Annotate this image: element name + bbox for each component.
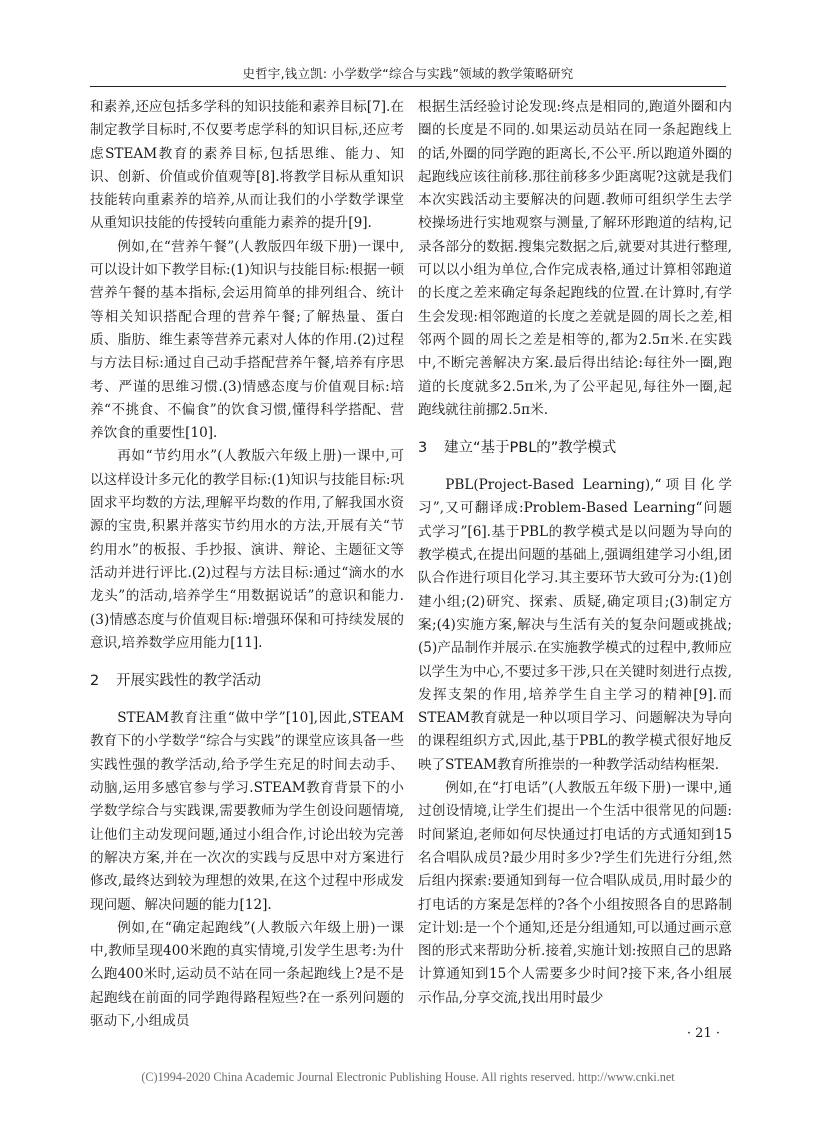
- section-number: 2: [90, 673, 100, 690]
- section-title: 建立“基于PBL的”教学模式: [444, 440, 617, 457]
- header-rule: [90, 86, 726, 87]
- body-paragraph: 再如“节约用水”(人教版六年级上册)一课中,可以这样设计多元化的教学目标:(1)知识与技能目标:巩固求平均数的方法,理解平均数的作用,了解我国水资源的宝贵,积累并落实节约用水的方法,开展有关“节约用水”的板报、手抄报、演讲、辩论、主题征文等活动并进行评比.(2)过程与方法目标:通过“滴水的水龙头”的活动,培养学生“用数据说话”的意识和能力.(3)情感态度与价值观目标:增强环保和可持续发展的意识,培养数学应用能力[11].: [90, 448, 404, 651]
- page-number: · 21 ·: [686, 1026, 720, 1041]
- body-paragraph: 和素养,还应包括多学科的知识技能和素养目标[7].在制定教学目标时,不仅要考虑学科的知识目标,还应考虑STEAM教育的素养目标,包括思维、能力、知识、创新、价值或价值观等[8].将教学目标从重知识技能转向重素养的培养,从而让我们的小学数学课堂从重知识技能的传授转向重能力素养的提升[9].: [90, 99, 404, 232]
- running-header: 史哲宇,钱立凯: 小学数学“综合与实践”领域的教学策略研究: [242, 66, 574, 81]
- section-heading: [90, 669, 404, 693]
- section-title: 开展实践性的教学活动: [116, 673, 261, 690]
- right-column: [418, 96, 732, 1010]
- body-paragraph: STEAM教育注重“做中学”[10],因此,STEAM教育下的小学数学“综合与实践”的课堂应该具备一些实践性强的教学活动,给予学生充足的时间去动手、动脑,运用多感官参与学习.STEAM教育背景下的小学数学综合与实践课,需要教师为学生创设问题情境,让他们主动发现问题,通过小组合作,讨论出较为完善的解决方案,并在一次次的实践与反思中对方案进行修改,最终达到较为理想的效果,在这个过程中形成发现问题、解决问题的能力[12].: [90, 710, 404, 913]
- section-number: 3: [418, 440, 428, 457]
- body-paragraph: 例如,在“打电话”(人教版五年级下册)一课中,通过创设情境,让学生们提出一个生活中很常见的问题:时间紧迫,老师如何尽快通过打电话的方式通知到15名合唱队成员?最少用时多少?学生们先进行分组,然后组内探索:要通知到每一位合唱队成员,用时最少的打电话的方案是怎样的?各个小组按照各自的思路制定计划:是一个个通知,还是分组通知,可以通过画示意图的形式来帮助分析.接着,实施计划:按照自己的思路计算通知到15个人需要多少时间?接下来,各小组展示作品,分享交流,找出用时最少: [418, 780, 732, 1006]
- copyright-notice: (C)1994-2020 China Academic Journal Electronic Publishing House. All rights reserved. http://www.cnki.net: [141, 1070, 675, 1084]
- body-paragraph: PBL(Project-Based Learning),“项目化学习”,又可翻译成:Problem-Based Learning“问题式学习”[6].基于PBL的教学模式是以问题为导向的教学模式,在提出问题的基础上,强调组建学习小组,团队合作进行项目化学习.其主要环节大致可分为:(1)创建小组;(2)研究、探索、质疑,确定项目;(3)制定方案;(4)实施方案,解决与生活有关的复杂问题或挑战;(5)产品制作并展示.在实施教学模式的过程中,教师应以学生为中心,不要过多干涉,只在关键时刻进行点拨,发挥支架的作用,培养学生自主学习的精神[9].而STEAM教育就是一种以项目学习、问题解决为导向的课程组织方式,因此,基于PBL的教学模式很好地反映了STEAM教育所推崇的一种教学活动结构框架.: [418, 477, 732, 773]
- body-paragraph: 根据生活经验讨论发现:终点是相同的,跑道外圈和内圈的长度是不同的.如果运动员站在同一条起跑线上的话,外圈的同学跑的距离长,不公平.所以跑道外圈的起跑线应该往前移.那往前移多少距离呢?这就是我们本次实践活动主要解决的问题.教师可组织学生去学校操场进行实地观察与测量,了解环形跑道的结构,记录各部分的数据.搜集完数据之后,就要对其进行整理,可以以小组为单位,合作完成表格,通过计算相邻跑道的长度之差来确定每条起跑线的位置.在计算时,有学生会发现:相邻跑道的长度之差就是圆的周长之差,相邻两个圆的周长之差是相等的,都为2.5π米.在实践中,不断完善解决方案.最后得出结论:每往外一圈,跑道的长度就多2.5π米,为了公平起见,每往外一圈,起跑线就往前挪2.5π米.: [418, 99, 732, 418]
- section-heading: [418, 436, 732, 460]
- body-paragraph: 例如,在“营养午餐”(人教版四年级下册)一课中,可以设计如下教学目标:(1)知识与技能目标:根据一顿营养午餐的基本指标,会运用简单的排列组合、统计等相关知识搭配合理的营养午餐;了解热量、蛋白质、脂肪、维生素等营养元素对人体的作用.(2)过程与方法目标:通过自己动手搭配营养午餐,培养有序思考、严谨的思维习惯.(3)情感态度与价值观目标:培养“不挑食、不偏食”的饮食习惯,懂得科学搭配、营养饮食的重要性[10].: [90, 238, 404, 442]
- body-paragraph: 例如,在“确定起跑线”(人教版六年级上册)一课中,教师呈现400米跑的真实情境,引发学生思考:为什么跑400米时,运动员不站在同一条起跑线上?是不是起跑线在前面的同学跑得路程短些?在一系列问题的驱动下,小组成员: [90, 919, 404, 1029]
- left-column: [90, 96, 404, 1033]
